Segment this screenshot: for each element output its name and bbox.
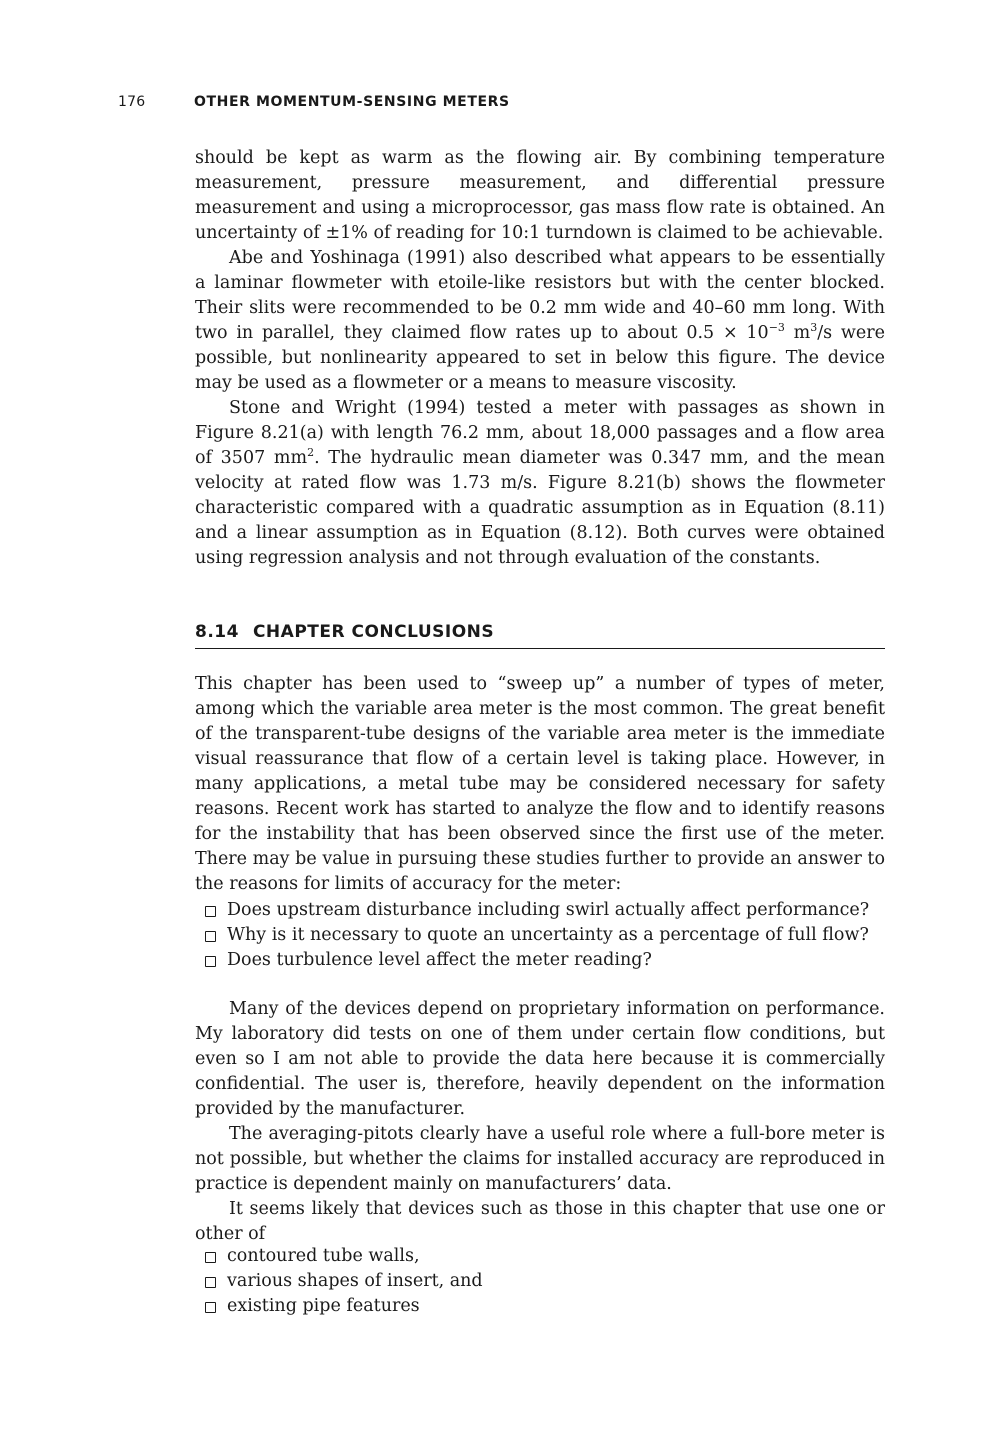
text-run: /s were possible, but nonlinearity appeared to set in below this figure. The device may be used as a flowmeter or a means to measure viscosity. — [195, 323, 885, 393]
text-run: . The hydraulic mean diameter was 0.347 mm, and the mean velocity at rated flow was 1.73 m/s. Figure 8.21(b) shows the flowmeter characteristic compared with a quadratic assumption as in Equation (8.11) and a linear assumption as in Equation (8.12). Both curves were obtained using regression analysis and not through evaluation of the constants. — [195, 448, 885, 568]
feature-list — [205, 1244, 885, 1319]
superscript: 2 — [307, 446, 315, 460]
paragraph — [195, 246, 885, 396]
section-title: CHAPTER CONCLUSIONS — [252, 622, 495, 642]
page-number: 176 — [118, 94, 146, 110]
superscript: −3 — [768, 321, 785, 335]
checkbox-icon — [205, 906, 216, 917]
paragraph: It seems likely that devices such as those in this chapter that use one or other of — [195, 1199, 885, 1244]
text-run: Stone and Wright (1994) tested a meter with passages as shown in Figure 8.21(a) with length 76.2 mm, about 18,000 passages and a flow area of 3507 mm — [195, 398, 885, 468]
list-item-text: existing pipe features — [227, 1296, 420, 1316]
paragraph: The averaging-pitots clearly have a useful role where a full-bore meter is not possible, but whether the claims for installed accuracy are reproduced in practice is dependent mainly on manufacturers’ data. — [195, 1124, 885, 1194]
list-item — [205, 898, 885, 923]
paragraph: should be kept as warm as the flowing air. By combining temperature measurement, pressure measurement, and differential pressure measurement and using a microprocessor, gas mass flow rate is obtained. An uncertainty of ±1% of reading for 10:1 turndown is claimed to be achievable. — [195, 148, 885, 243]
running-head — [118, 94, 510, 110]
section-number: 8.14 — [195, 622, 239, 642]
paragraph: Many of the devices depend on proprietary information on performance. My laboratory did tests on one of them under certain flow conditions, but even so I am not able to provide the data here because it is commercially confidential. The user is, therefore, heavily dependent on the information provided by the manufacturer. — [195, 999, 885, 1119]
list-item-text: Does upstream disturbance including swirl actually affect performance? — [227, 900, 870, 920]
body-text-block — [195, 997, 885, 1247]
list-item-text: various shapes of insert, and — [227, 1271, 483, 1291]
running-title: OTHER MOMENTUM-SENSING METERS — [194, 94, 510, 110]
question-list — [205, 898, 885, 973]
list-item — [205, 1294, 885, 1319]
paragraph — [195, 396, 885, 571]
list-item — [205, 1244, 885, 1269]
list-item — [205, 948, 885, 973]
checkbox-icon — [205, 1277, 216, 1288]
checkbox-icon — [205, 1252, 216, 1263]
checkbox-icon — [205, 1302, 216, 1313]
body-text-block — [195, 146, 885, 571]
checkbox-icon — [205, 931, 216, 942]
list-item — [205, 1269, 885, 1294]
list-item-text: Does turbulence level affect the meter reading? — [227, 950, 652, 970]
paragraph: This chapter has been used to “sweep up” a number of types of meter, among which the variable area meter is the most common. The great benefit of the transparent-tube designs of the variable area meter is the immediate visual reassurance that flow of a certain level is taking place. However, in many applications, a metal tube may be considered necessary for safety reasons. Recent work has started to analyze the flow and to identify reasons for the instability that has been observed since the first use of the meter. There may be value in pursuing these studies further to provide an answer to the reasons for limits of accuracy for the meter: — [195, 674, 885, 894]
list-item-text: contoured tube walls, — [227, 1246, 420, 1266]
section-heading — [195, 622, 885, 649]
superscript: 3 — [810, 321, 818, 335]
checkbox-icon — [205, 956, 216, 967]
list-item — [205, 923, 885, 948]
list-item-text: Why is it necessary to quote an uncertainty as a percentage of full flow? — [227, 925, 869, 945]
text-run: Abe and Yoshinaga (1991) also described what appears to be essentially a laminar flowmeter with etoile-like resistors but with the center blocked. Their slits were recommended to be 0.2 mm wide and 40–60 mm long. With two in parallel, they claimed flow rates up to about 0.5 × 10 — [195, 248, 885, 343]
text-run: m — [784, 323, 811, 343]
body-text-block — [195, 672, 885, 897]
